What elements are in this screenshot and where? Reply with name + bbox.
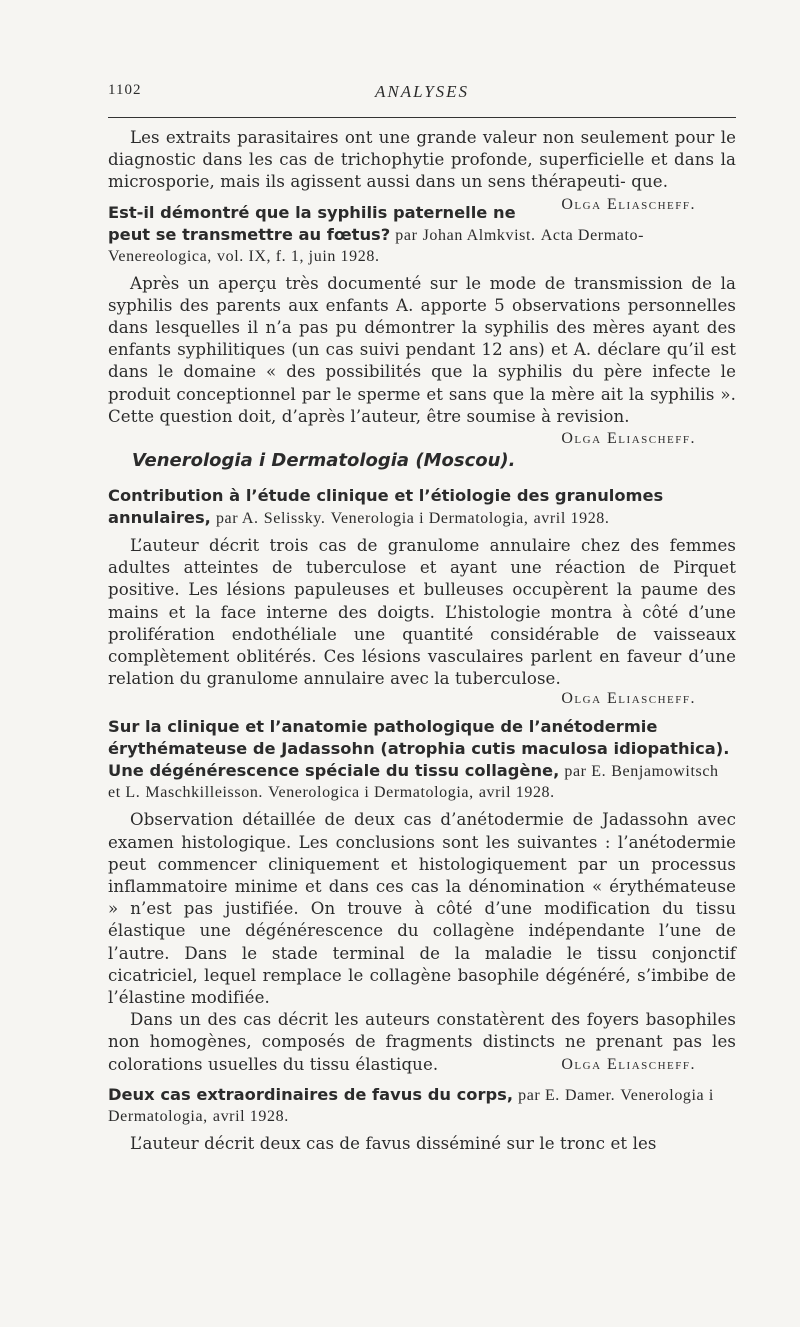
by-word: par — [395, 226, 418, 244]
by-word: par A. — [215, 510, 259, 528]
paragraph-line: le diagnostic dans les cas de trichophytie profonde, superficielle et — [108, 128, 737, 170]
article-heading — [108, 485, 736, 529]
article-author: Benjamowitsch — [611, 763, 719, 781]
article-author: Maschkilleisson. — [145, 784, 264, 802]
article-heading — [108, 716, 736, 803]
journal-details: avril 1928. — [212, 1107, 289, 1125]
section-heading — [108, 450, 736, 471]
paragraph-text: Observation détaillée de deux cas d’anétodermie de Jadassohn avec examen histologique. Les conclusions sont les suivantes : l’anétodermie peut commencer cliniquement et histologiquement par un processus inflammatoire minime et dans ces cas la dénomination « érythémateuse » n’est pas justifiée. On trouve à côté d’une modification du tissu élastique une dégénérescence du collagène indépendante l’une de l’autre. Dans le stade terminal de la maladie le tissu conjonctif cicatriciel, lequel remplace le collagène basophile dégénéré, s’imbibe de l’élastine modifiée. — [108, 810, 736, 1008]
section-journal-title: Venerologia i Dermatologia — [131, 450, 410, 472]
article-paragraph — [108, 1133, 736, 1155]
journal-name: Acta Dermato-Venereologica, — [108, 226, 645, 265]
article-title: Sur la clinique et l’anatomie pathologique de l’anétodermie érythémateuse de Jadassohn (atrophia cutis maculosa idiopathica). Une dégénérescence spéciale du tissu collagène, — [108, 717, 730, 781]
article-favus — [108, 1084, 736, 1155]
journal-name: Venerologia i Dermatologia, — [108, 1086, 714, 1125]
conjunction: et L. — [108, 784, 141, 802]
article-title: Est-il démontré que la syphilis paternelle ne peut se transmettre au fœtus? — [108, 202, 516, 244]
section-journal-place: (Moscou). — [415, 450, 516, 472]
article-title: Contribution à l’étude clinique et l’étiologie des granulomes annulaires, — [108, 486, 664, 528]
article-heading — [108, 1084, 736, 1127]
article-author: Selissky. — [263, 510, 326, 528]
page-number: 1102 — [108, 82, 142, 98]
paragraph-line: Les extraits parasitaires ont une grande valeur non seulement pour — [130, 128, 715, 147]
article-paragraph — [108, 273, 736, 448]
page-header — [108, 82, 736, 106]
author-signature: Olga Eliascheff. — [561, 690, 696, 708]
article-syphilis-paternelle — [108, 202, 736, 448]
article-paragraph — [108, 809, 736, 1009]
author-signature: Olga Eliascheff. — [561, 1055, 696, 1073]
article-paragraph — [108, 1009, 736, 1076]
article-paragraph — [108, 127, 737, 213]
article-anetodermie — [108, 716, 736, 1075]
author-signature: Olga Eliascheff. — [561, 430, 696, 448]
journal-name: Venerologica i Dermatologia, — [268, 784, 474, 802]
page-content — [108, 127, 736, 1163]
author-signature: Olga Eliascheff. — [561, 195, 696, 213]
paragraph-line: dans la microsporie, mais ils agissent aussi dans un sens thérapeuti- — [108, 150, 736, 192]
paragraph-text: Dans un des cas décrit les auteurs constatèrent des foyers basophiles non homogènes, composés de fragments distincts ne prenant pas les colorations usuelles du tissu élastique. — [108, 1010, 736, 1074]
journal-name: Venerologia i Dermatologia, — [330, 510, 529, 528]
header-rule — [108, 117, 736, 118]
article-author: Damer. — [565, 1086, 616, 1104]
article-paragraph — [108, 535, 736, 690]
journal-details: avril 1928. — [533, 510, 610, 528]
journal-details: avril 1928. — [478, 784, 555, 802]
by-word: par E. — [518, 1086, 560, 1104]
running-head: ANALYSES — [374, 82, 470, 101]
article-title: Deux cas extraordinaires de favus du corps, — [108, 1084, 514, 1104]
paragraph-line: que. — [631, 172, 669, 192]
paragraph-text: Après un aperçu très documenté sur le mode de transmission de la syphilis des parents aux enfants A. apporte 5 observations personnelles dans lesquelles il n’a pas pu démontrer la syphilis des mères ayant des enfants syphilitiques (un cas suivi pendant 12 ans) et A. déclare qu’il est dans le domaine « des possibilités que la syphilis du père infecte le produit conceptionnel par le sperme et sans que la mère ait la syphilis ». Cette question doit, d’après l’auteur, être soumise à revision. — [108, 273, 736, 426]
paragraph-text: L’auteur décrit deux cas de favus disséminé sur le tronc et les — [130, 1133, 657, 1153]
by-word: par E. — [564, 763, 607, 781]
article-extraits-parasitaires — [108, 127, 737, 213]
article-granulomes-annulaires — [108, 485, 736, 708]
article-author: Johan Almkvist. — [422, 226, 536, 244]
journal-details: vol. IX, f. 1, juin 1928. — [217, 247, 380, 265]
paragraph-text: L’auteur décrit trois cas de granulome annulaire chez des femmes adultes atteintes de tuberculose et ayant une réaction de Pirquet positive. Les lésions papuleuses et bulleuses occupèrent la paume des mains et la face interne des doigts. L’histologie montra à côté d’une prolifération endothéliale une quantité considérable de vaisseaux complètement oblitérés. Ces lésions vasculaires parlent en faveur d’une relation du granulome annulaire avec la tuberculose. — [108, 536, 736, 689]
